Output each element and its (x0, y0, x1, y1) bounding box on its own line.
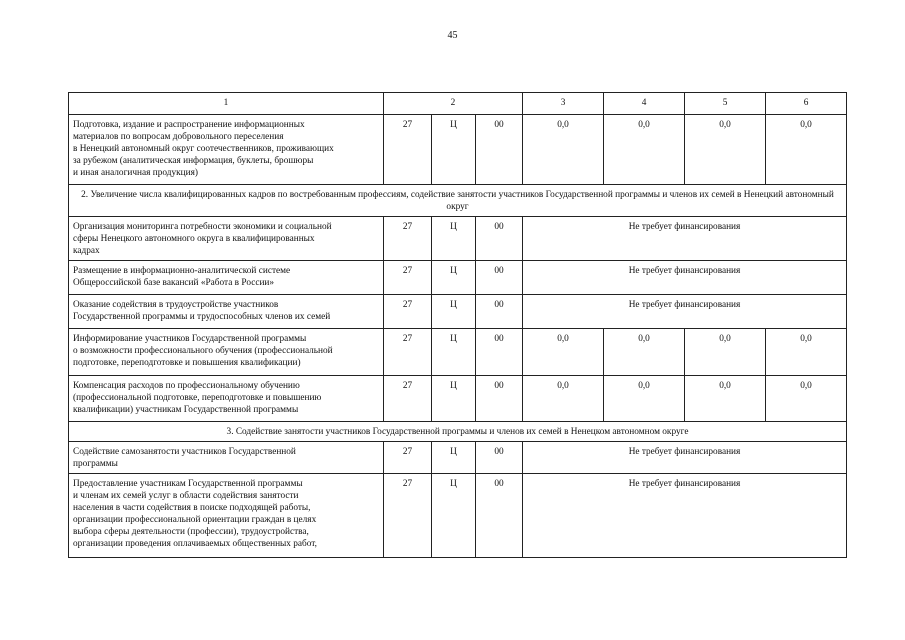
table-row (69, 217, 847, 261)
code-cell: 27 (384, 261, 432, 295)
code-cell: 00 (476, 261, 523, 295)
code-cell: 00 (476, 329, 523, 376)
table-header-row (69, 93, 847, 115)
header-cell: 5 (685, 93, 766, 115)
code-cell: 00 (476, 295, 523, 329)
code-cell: 27 (384, 115, 432, 185)
measure-description: Информирование участников Государственной программы о возможности профессионального обучения (профессиональной подготовке, переподготовке и повышения квалификации) (69, 329, 384, 376)
funding-note: Не требует финансирования (523, 442, 847, 474)
page-number: 45 (447, 30, 458, 41)
value-cell: 0,0 (604, 376, 685, 422)
table-row (69, 376, 847, 422)
code-cell: 00 (476, 217, 523, 261)
code-cell: Ц (432, 376, 476, 422)
code-cell: 27 (384, 376, 432, 422)
code-cell: Ц (432, 261, 476, 295)
code-cell: 27 (384, 474, 432, 558)
code-cell: 00 (476, 376, 523, 422)
header-cell: 2 (384, 93, 523, 115)
value-cell: 0,0 (604, 329, 685, 376)
value-cell: 0,0 (523, 115, 604, 185)
code-cell: Ц (432, 115, 476, 185)
value-cell: 0,0 (766, 329, 847, 376)
value-cell: 0,0 (685, 329, 766, 376)
table-row (69, 261, 847, 295)
value-cell: 0,0 (685, 376, 766, 422)
funding-note: Не требует финансирования (523, 295, 847, 329)
measure-description: Предоставление участникам Государственной программы и членам их семей услуг в области содействия занятости населения в части содействия в поиске подходящей работы, организации профессиональной ориентации граждан в целях выбора сферы деятельности (профессии), трудоустройства, организации проведения оплачиваемых общественных работ, (69, 474, 384, 558)
section-row (69, 422, 847, 442)
measure-description: Размещение в информационно-аналитической системе Общероссийской базе вакансий «Работа в России» (69, 261, 384, 295)
table-row (69, 442, 847, 474)
value-cell: 0,0 (685, 115, 766, 185)
header-cell: 3 (523, 93, 604, 115)
table-row (69, 329, 847, 376)
measure-description: Компенсация расходов по профессиональному обучению (профессиональной подготовке, переподготовке и повышению квалификации) участникам Государственной программы (69, 376, 384, 422)
code-cell: 27 (384, 295, 432, 329)
code-cell: Ц (432, 329, 476, 376)
table-row (69, 295, 847, 329)
code-cell: 00 (476, 474, 523, 558)
code-cell: Ц (432, 217, 476, 261)
funding-note: Не требует финансирования (523, 474, 847, 558)
measure-description: Организация мониторинга потребности экономики и социальной сферы Ненецкого автономного округа в квалифицированных кадрах (69, 217, 384, 261)
program-measures-table (68, 92, 847, 558)
measure-description: Оказание содействия в трудоустройстве участников Государственной программы и трудоспособных членов их семей (69, 295, 384, 329)
code-cell: 00 (476, 442, 523, 474)
code-cell: 27 (384, 442, 432, 474)
code-cell: Ц (432, 295, 476, 329)
value-cell: 0,0 (766, 376, 847, 422)
funding-note: Не требует финансирования (523, 261, 847, 295)
value-cell: 0,0 (766, 115, 847, 185)
value-cell: 0,0 (523, 329, 604, 376)
code-cell: 27 (384, 329, 432, 376)
code-cell: 27 (384, 217, 432, 261)
header-cell: 1 (69, 93, 384, 115)
code-cell: Ц (432, 474, 476, 558)
value-cell: 0,0 (604, 115, 685, 185)
section-row (69, 185, 847, 217)
header-cell: 4 (604, 93, 685, 115)
code-cell: Ц (432, 442, 476, 474)
section-title: 3. Содействие занятости участников Государственной программы и членов их семей в Ненецком автономном округе (69, 422, 847, 442)
header-cell: 6 (766, 93, 847, 115)
table-row (69, 115, 847, 185)
measure-description: Подготовка, издание и распространение информационных материалов по вопросам добровольного переселения в Ненецкий автономный округ соотечественников, проживающих за рубежом (аналитическая информация, буклеты, брошюры и иная аналогичная продукция) (69, 115, 384, 185)
measure-description: Содействие самозанятости участников Государственной программы (69, 442, 384, 474)
value-cell: 0,0 (523, 376, 604, 422)
section-title: 2. Увеличение числа квалифицированных кадров по востребованным профессиям, содействие занятости участников Государственной программы и членов их семей в Ненецкий автономный округ (69, 185, 847, 217)
code-cell: 00 (476, 115, 523, 185)
funding-note: Не требует финансирования (523, 217, 847, 261)
table-row (69, 474, 847, 558)
